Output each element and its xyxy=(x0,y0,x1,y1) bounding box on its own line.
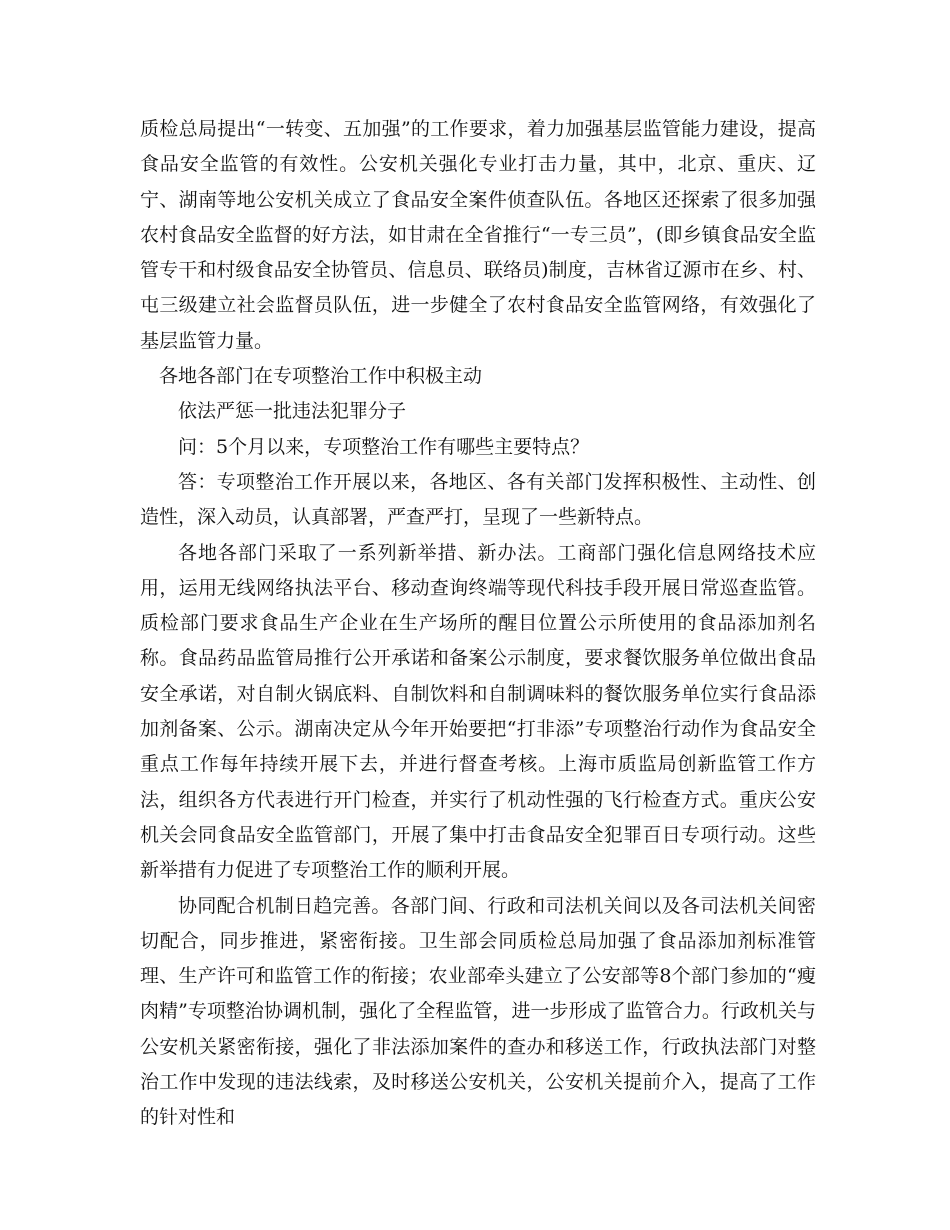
document-body xyxy=(140,112,816,1136)
section-heading: 各地各部门在专项整治工作中积极主动 xyxy=(159,365,483,388)
section-subheading: 依法严惩一批违法犯罪分子 xyxy=(178,400,407,423)
body-paragraph-coordination: 协同配合机制日趋完善。各部门间、行政和司法机关间以及各司法机关间密切配合，同步推进，紧密衔接。卫生部会同质检总局加强了食品添加剂标准管理、生产许可和监管工作的衔接；农业部牵头建立了公安部等8个部门参加的“瘦肉精”专项整治协调机制，强化了全程监管，进一步形成了监管合力。行政机关与公安机关紧密衔接，强化了非法添加案件的查办和移送工作，行政执法部门对整治工作中发现的违法线索，及时移送公安机关，公安机关提前介入，提高了工作的针对性和 xyxy=(140,894,816,1129)
answer-paragraph: 答：专项整治工作开展以来，各地区、各有关部门发挥积极性、主动性、创造性，深入动员，认真部署，严查严打，呈现了一些新特点。 xyxy=(140,470,816,529)
body-paragraph-new-measures: 各地各部门采取了一系列新举措、新办法。工商部门强化信息网络技术应用，运用无线网络执法平台、移动查询终端等现代科技手段开展日常巡查监管。质检部门要求食品生产企业在生产场所的醒目位置公示所使用的食品添加剂名称。食品药品监管局推行公开承诺和备案公示制度，要求餐饮服务单位做出食品安全承诺，对自制火锅底料、自制饮料和自制调味料的餐饮服务单位实行食品添加剂备案、公示。湖南决定从今年开始要把“打非添”专项整治行动作为食品安全重点工作每年持续开展下去，并进行督查考核。上海市质监局创新监管工作方法，组织各方代表进行开门检查，并实行了机动性强的飞行检查方式。重庆公安机关会同食品安全监管部门，开展了集中打击食品安全犯罪百日专项行动。这些新举措有力促进了专项整治工作的顺利开展。 xyxy=(140,541,816,882)
question-paragraph: 问：5个月以来，专项整治工作有哪些主要特点？ xyxy=(178,435,590,458)
paragraph-continuation: 质检总局提出“一转变、五加强”的工作要求，着力加强基层监管能力建设，提高食品安全监管的有效性。公安机关强化专业打击力量，其中，北京、重庆、辽宁、湖南等地公安机关成立了食品安全案件侦查队伍。各地区还探索了很多加强农村食品安全监督的好方法，如甘肃在全省推行“一专三员”，(即乡镇食品安全监管专干和村级食品安全协管员、信息员、联络员)制度，吉林省辽源市在乡、村、屯三级建立社会监督员队伍，进一步健全了农村食品安全监管网络，有效强化了基层监管力量。 xyxy=(140,118,816,352)
